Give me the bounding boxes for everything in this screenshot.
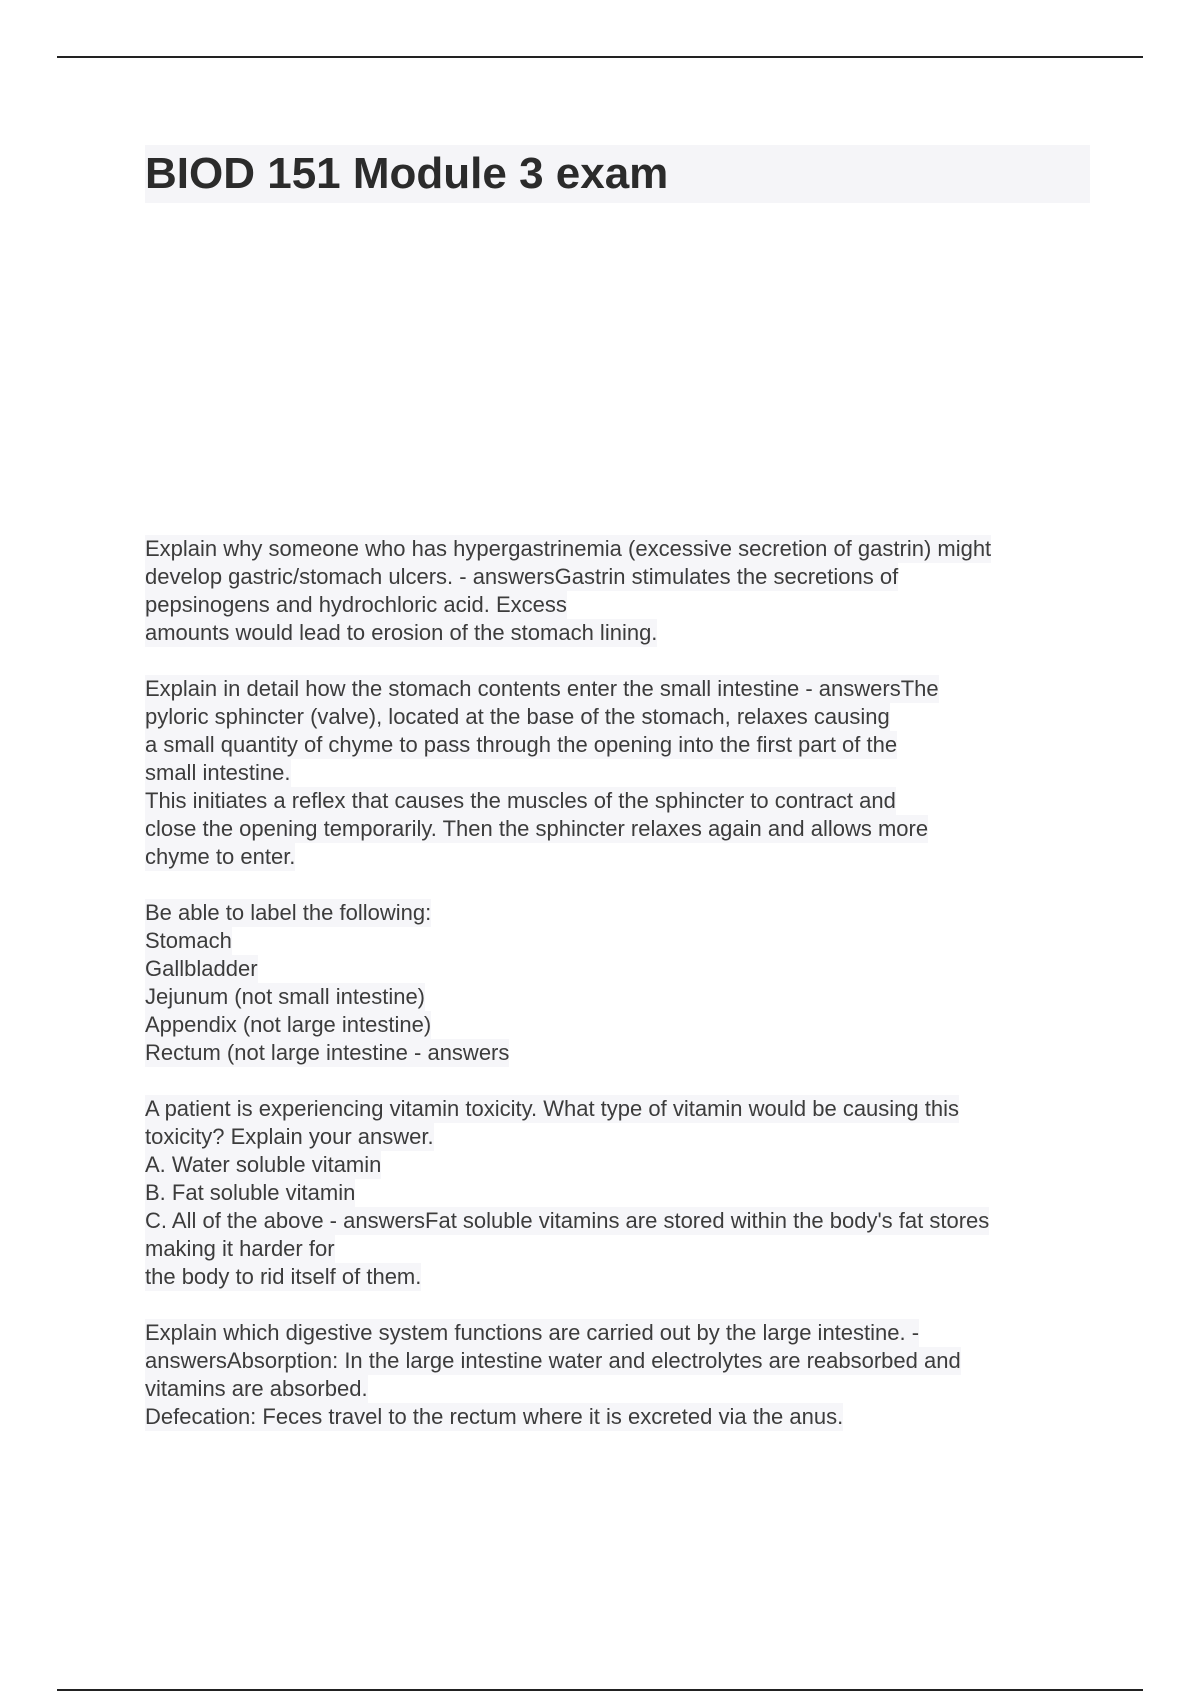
text-line: Stomach [145,928,232,953]
text-line: C. All of the above - answersFat soluble vitamins are stored within the body's fat stores [145,1208,990,1233]
text-line: A patient is experiencing vitamin toxicity. What type of vitamin would be causing this [145,1096,959,1121]
text-line: toxicity? Explain your answer. [145,1124,434,1149]
text-line: amounts would lead to erosion of the stomach lining. [145,620,658,645]
text-line: Defecation: Feces travel to the rectum where it is excreted via the anus. [145,1404,844,1429]
qa-block-5 [145,1319,1090,1431]
text-line: Appendix (not large intestine) [145,1012,432,1037]
text-line: Explain why someone who has hypergastrinemia (excessive secretion of gastrin) might [145,536,992,561]
text-line: Rectum (not large intestine - answers [145,1040,510,1065]
qa-block-2 [145,675,1090,871]
top-rule [57,56,1143,58]
qa-block-1 [145,535,1090,647]
text-line: chyme to enter. [145,844,296,869]
text-line: a small quantity of chyme to pass through the opening into the first part of the [145,732,898,757]
document-title: BIOD 151 Module 3 exam [145,149,669,198]
text-line: Explain in detail how the stomach contents enter the small intestine - answersThe [145,676,939,701]
text-line: pepsinogens and hydrochloric acid. Excess [145,592,567,617]
qa-block-3 [145,899,1090,1067]
bottom-rule [57,1689,1143,1691]
text-line: Be able to label the following: [145,900,432,925]
document-body [145,535,1090,1459]
text-line: vitamins are absorbed. [145,1376,368,1401]
qa-block-4 [145,1095,1090,1291]
text-line: This initiates a reflex that causes the muscles of the sphincter to contract and [145,788,896,813]
text-line: Gallbladder [145,956,258,981]
text-line: A. Water soluble vitamin [145,1152,382,1177]
text-line: small intestine. [145,760,291,785]
text-line: the body to rid itself of them. [145,1264,422,1289]
text-line: close the opening temporarily. Then the sphincter relaxes again and allows more [145,816,929,841]
text-line: Jejunum (not small intestine) [145,984,426,1009]
text-line: develop gastric/stomach ulcers. - answersGastrin stimulates the secretions of [145,564,899,589]
text-line: answersAbsorption: In the large intestine water and electrolytes are reabsorbed and [145,1348,961,1373]
text-line: Explain which digestive system functions are carried out by the large intestine. - [145,1320,920,1345]
text-line: making it harder for [145,1236,335,1261]
text-line: pyloric sphincter (valve), located at the base of the stomach, relaxes causing [145,704,890,729]
text-line: B. Fat soluble vitamin [145,1180,356,1205]
